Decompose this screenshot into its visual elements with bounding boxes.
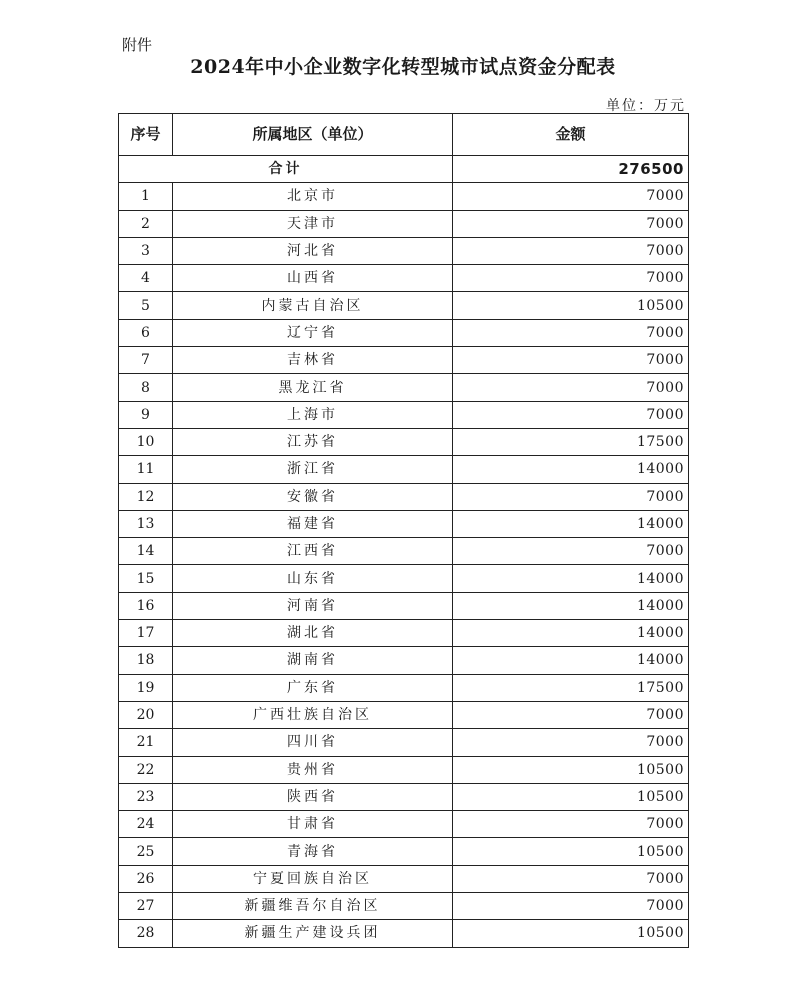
row-region: 陕西省 bbox=[173, 783, 453, 810]
total-row bbox=[119, 156, 689, 183]
table-row bbox=[119, 374, 689, 401]
table-row bbox=[119, 510, 689, 537]
row-index: 27 bbox=[119, 893, 173, 920]
row-amount: 14000 bbox=[453, 510, 689, 537]
table-row bbox=[119, 319, 689, 346]
row-amount: 7000 bbox=[453, 183, 689, 210]
row-index: 19 bbox=[119, 674, 173, 701]
table-row bbox=[119, 483, 689, 510]
table-row bbox=[119, 347, 689, 374]
row-amount: 7000 bbox=[453, 893, 689, 920]
table-row bbox=[119, 811, 689, 838]
row-region: 上海市 bbox=[173, 401, 453, 428]
row-amount: 17500 bbox=[453, 428, 689, 455]
row-amount: 7000 bbox=[453, 347, 689, 374]
row-index: 11 bbox=[119, 456, 173, 483]
row-index: 4 bbox=[119, 265, 173, 292]
row-amount: 7000 bbox=[453, 701, 689, 728]
row-region: 湖南省 bbox=[173, 647, 453, 674]
table-row bbox=[119, 838, 689, 865]
row-region: 河北省 bbox=[173, 237, 453, 264]
row-amount: 7000 bbox=[453, 865, 689, 892]
row-region: 甘肃省 bbox=[173, 811, 453, 838]
table-row bbox=[119, 292, 689, 319]
row-region: 新疆生产建设兵团 bbox=[173, 920, 453, 947]
row-index: 3 bbox=[119, 237, 173, 264]
row-region: 贵州省 bbox=[173, 756, 453, 783]
row-region: 广东省 bbox=[173, 674, 453, 701]
row-amount: 7000 bbox=[453, 374, 689, 401]
header-region: 所属地区（单位） bbox=[173, 114, 453, 156]
row-index: 15 bbox=[119, 565, 173, 592]
row-amount: 10500 bbox=[453, 920, 689, 947]
table-row bbox=[119, 456, 689, 483]
table-row bbox=[119, 210, 689, 237]
table-row bbox=[119, 538, 689, 565]
row-amount: 7000 bbox=[453, 401, 689, 428]
row-region: 山东省 bbox=[173, 565, 453, 592]
row-region: 辽宁省 bbox=[173, 319, 453, 346]
row-amount: 7000 bbox=[453, 729, 689, 756]
attachment-label: 附件 bbox=[122, 36, 153, 54]
row-index: 26 bbox=[119, 865, 173, 892]
total-amount: 276500 bbox=[453, 156, 689, 183]
table-row bbox=[119, 620, 689, 647]
row-index: 22 bbox=[119, 756, 173, 783]
total-label: 合计 bbox=[119, 156, 453, 183]
row-index: 20 bbox=[119, 701, 173, 728]
table-row bbox=[119, 701, 689, 728]
row-region: 浙江省 bbox=[173, 456, 453, 483]
table-row bbox=[119, 865, 689, 892]
row-index: 10 bbox=[119, 428, 173, 455]
row-region: 河南省 bbox=[173, 592, 453, 619]
row-amount: 14000 bbox=[453, 620, 689, 647]
row-amount: 10500 bbox=[453, 756, 689, 783]
table-row bbox=[119, 428, 689, 455]
row-amount: 7000 bbox=[453, 237, 689, 264]
table-row bbox=[119, 401, 689, 428]
row-region: 四川省 bbox=[173, 729, 453, 756]
row-region: 北京市 bbox=[173, 183, 453, 210]
row-amount: 7000 bbox=[453, 319, 689, 346]
row-amount: 7000 bbox=[453, 210, 689, 237]
row-region: 江苏省 bbox=[173, 428, 453, 455]
row-amount: 7000 bbox=[453, 265, 689, 292]
row-region: 吉林省 bbox=[173, 347, 453, 374]
row-amount: 10500 bbox=[453, 838, 689, 865]
table-row bbox=[119, 756, 689, 783]
table-row bbox=[119, 674, 689, 701]
row-amount: 7000 bbox=[453, 538, 689, 565]
row-amount: 7000 bbox=[453, 483, 689, 510]
row-amount: 10500 bbox=[453, 292, 689, 319]
row-region: 安徽省 bbox=[173, 483, 453, 510]
row-amount: 14000 bbox=[453, 456, 689, 483]
table-row bbox=[119, 920, 689, 947]
table-row bbox=[119, 265, 689, 292]
row-index: 1 bbox=[119, 183, 173, 210]
row-amount: 17500 bbox=[453, 674, 689, 701]
row-amount: 14000 bbox=[453, 647, 689, 674]
table-row bbox=[119, 893, 689, 920]
table-row bbox=[119, 565, 689, 592]
table-row bbox=[119, 183, 689, 210]
row-region: 江西省 bbox=[173, 538, 453, 565]
row-index: 2 bbox=[119, 210, 173, 237]
row-index: 14 bbox=[119, 538, 173, 565]
row-index: 24 bbox=[119, 811, 173, 838]
table-header-row bbox=[119, 114, 689, 156]
table-row bbox=[119, 592, 689, 619]
row-region: 广西壮族自治区 bbox=[173, 701, 453, 728]
table-row bbox=[119, 729, 689, 756]
row-index: 18 bbox=[119, 647, 173, 674]
row-region: 湖北省 bbox=[173, 620, 453, 647]
document-title: 2024年中小企业数字化转型城市试点资金分配表 bbox=[190, 56, 616, 78]
row-region: 福建省 bbox=[173, 510, 453, 537]
header-amount: 金额 bbox=[453, 114, 689, 156]
row-index: 23 bbox=[119, 783, 173, 810]
row-index: 8 bbox=[119, 374, 173, 401]
row-region: 山西省 bbox=[173, 265, 453, 292]
row-region: 宁夏回族自治区 bbox=[173, 865, 453, 892]
row-index: 12 bbox=[119, 483, 173, 510]
row-region: 黑龙江省 bbox=[173, 374, 453, 401]
row-index: 28 bbox=[119, 920, 173, 947]
header-index: 序号 bbox=[119, 114, 173, 156]
row-region: 新疆维吾尔自治区 bbox=[173, 893, 453, 920]
unit-label: 单位：万元 bbox=[606, 98, 686, 114]
row-region: 天津市 bbox=[173, 210, 453, 237]
row-amount: 14000 bbox=[453, 592, 689, 619]
row-index: 16 bbox=[119, 592, 173, 619]
row-region: 内蒙古自治区 bbox=[173, 292, 453, 319]
row-index: 5 bbox=[119, 292, 173, 319]
row-index: 25 bbox=[119, 838, 173, 865]
row-amount: 14000 bbox=[453, 565, 689, 592]
row-index: 13 bbox=[119, 510, 173, 537]
row-index: 6 bbox=[119, 319, 173, 346]
table-row bbox=[119, 783, 689, 810]
table-row bbox=[119, 237, 689, 264]
row-region: 青海省 bbox=[173, 838, 453, 865]
row-index: 21 bbox=[119, 729, 173, 756]
row-amount: 7000 bbox=[453, 811, 689, 838]
table-row bbox=[119, 647, 689, 674]
row-amount: 10500 bbox=[453, 783, 689, 810]
row-index: 17 bbox=[119, 620, 173, 647]
row-index: 7 bbox=[119, 347, 173, 374]
allocation-table bbox=[118, 113, 689, 948]
row-index: 9 bbox=[119, 401, 173, 428]
